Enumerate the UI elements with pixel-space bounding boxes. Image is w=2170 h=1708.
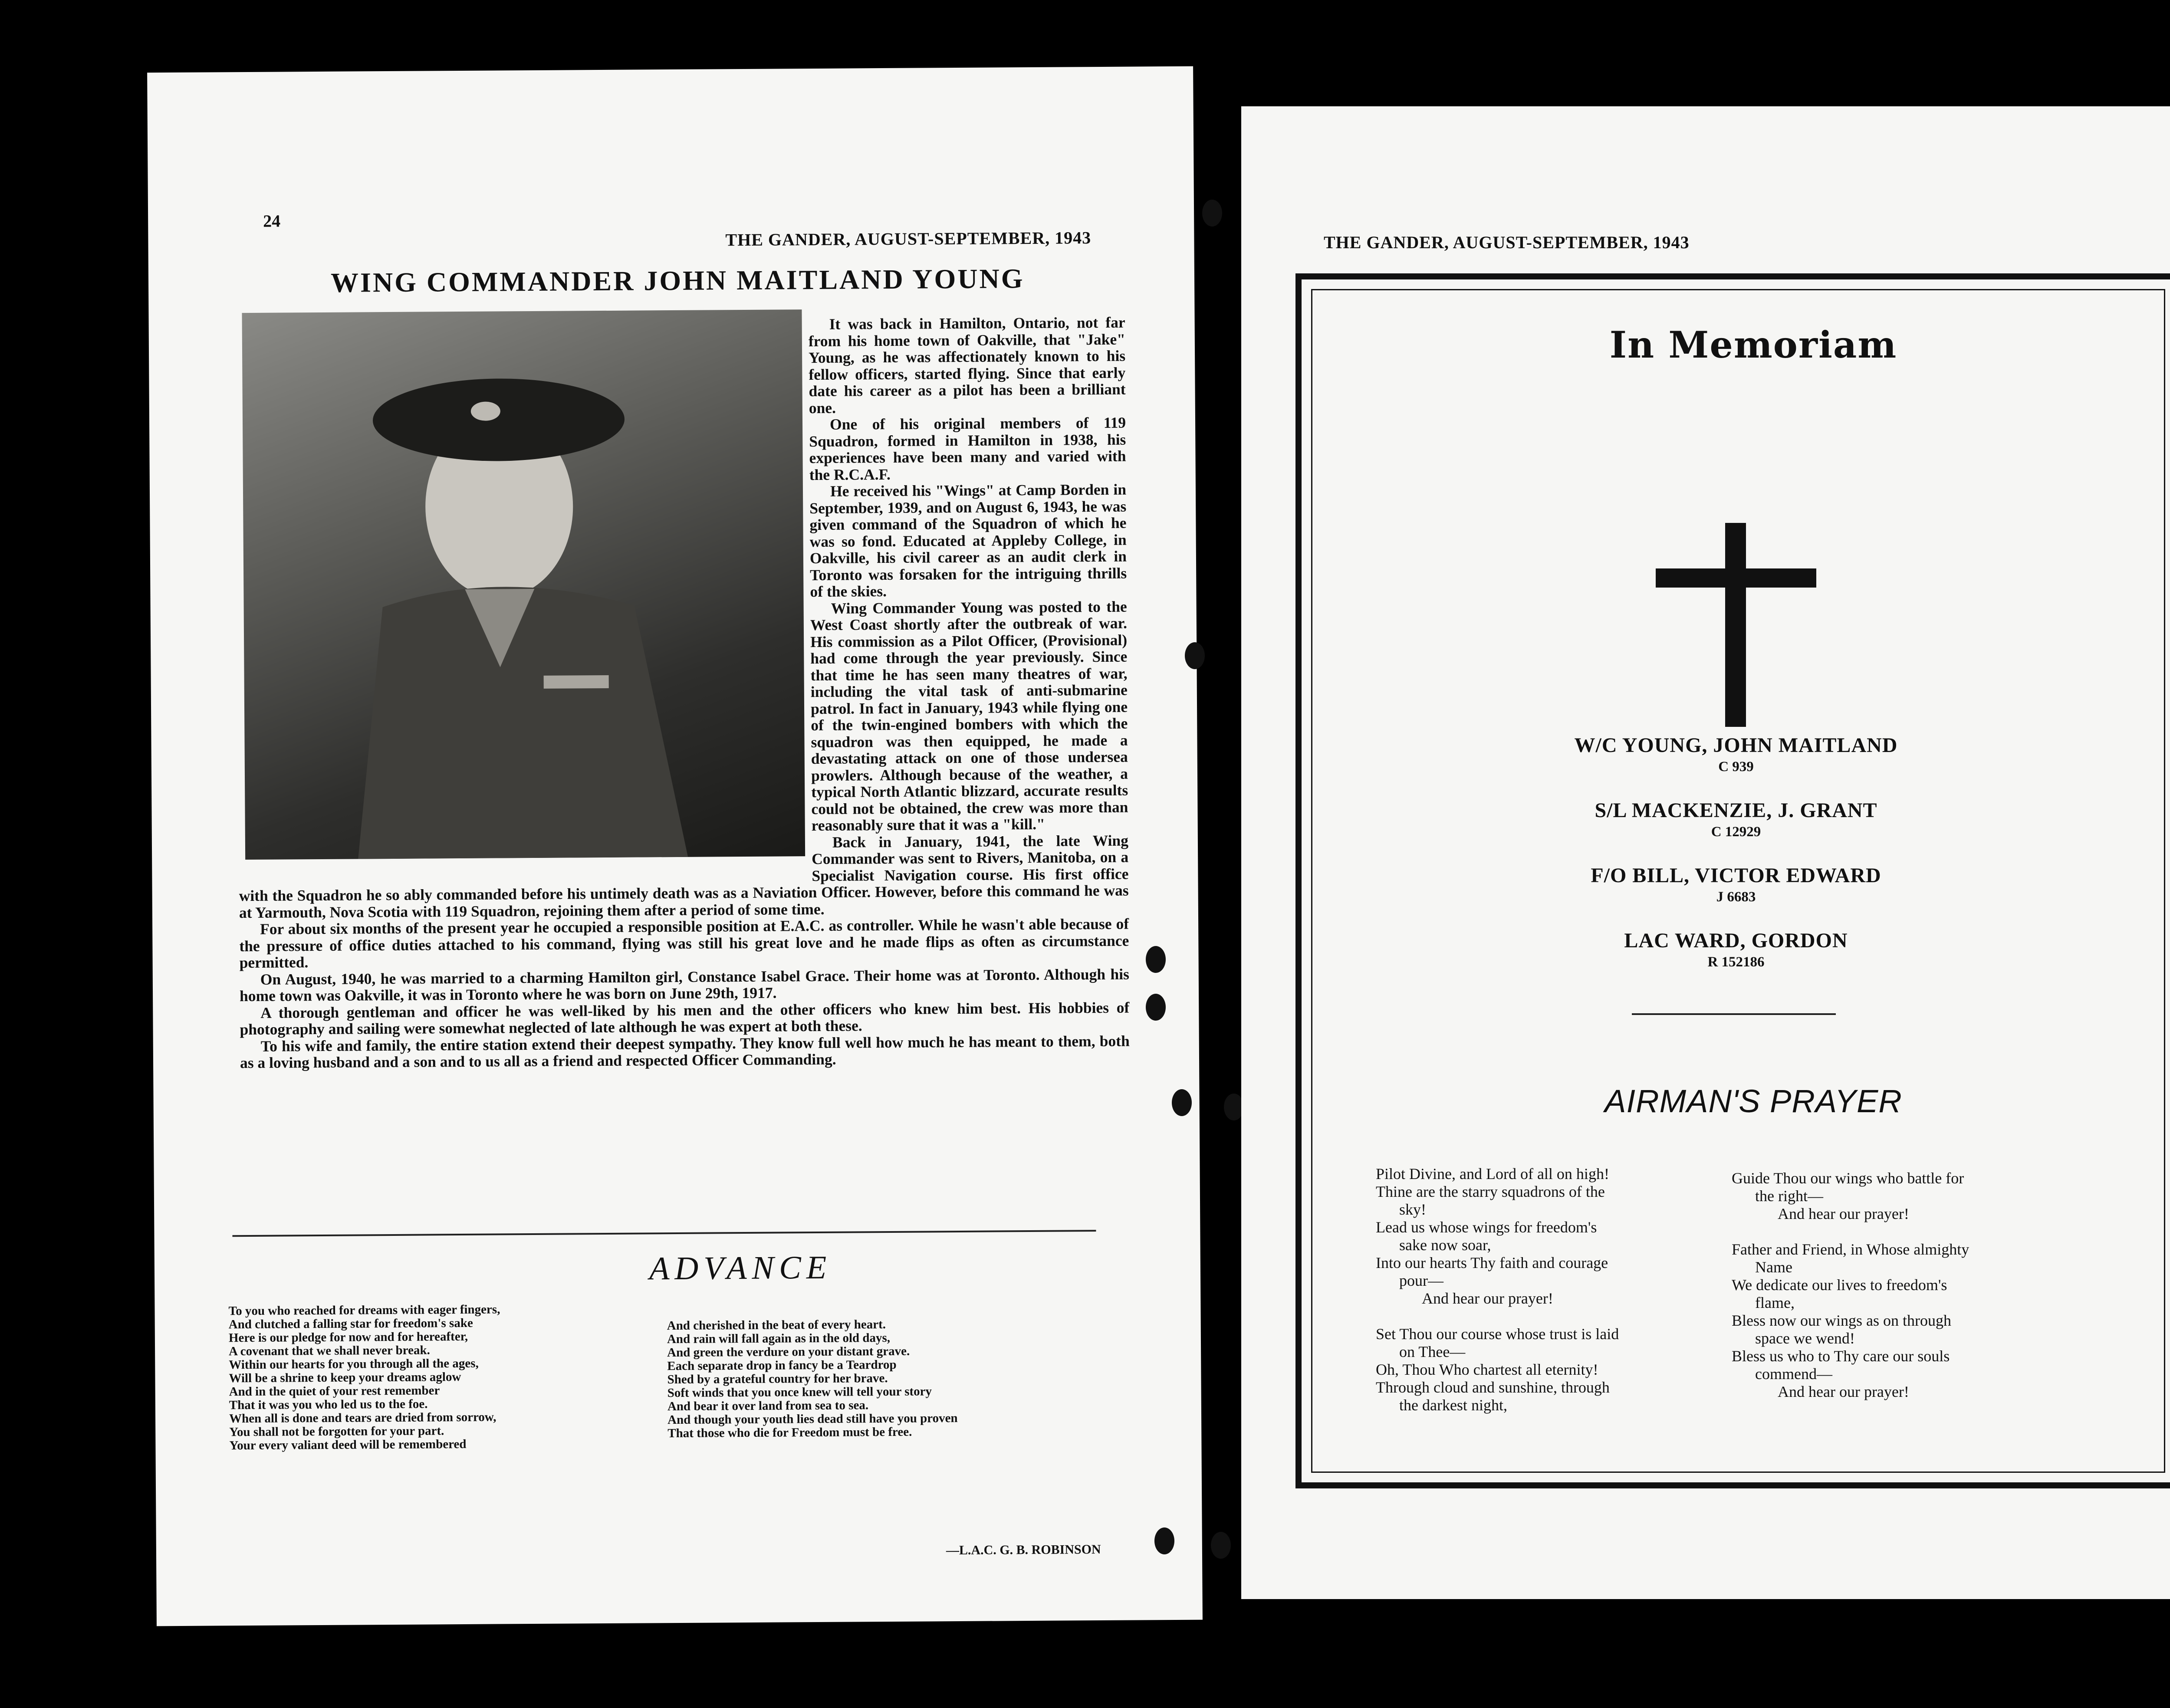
poem-line: You shall not be forgotten for your part. — [229, 1424, 444, 1439]
punch-hole — [1211, 1532, 1231, 1559]
poem-column-right — [667, 1317, 958, 1440]
punch-hole — [1185, 642, 1205, 669]
running-head: THE GANDER, AUGUST-SEPTEMBER, 1943 — [725, 228, 1092, 250]
prayer-line: sky! — [1376, 1201, 1426, 1218]
prayer-line: Thine are the starry squadrons of the — [1376, 1183, 1605, 1200]
poem-line: When all is done and tears are dried from sorrow, — [229, 1410, 496, 1426]
running-head: THE GANDER, AUGUST-SEPTEMBER, 1943 — [1324, 233, 1690, 252]
prayer-line: Lead us whose wings for freedom's — [1376, 1219, 1597, 1236]
article-paragraph: It was back in Hamilton, Ontario, not far from his home town of Oakville, that "Jake" Young, as he was affectionately known to his fellow officers, started flying. Since that early date his career as a pilot has been a brilliant one. — [808, 313, 1126, 417]
memoriam-heading: In Memoriam — [1609, 323, 1897, 366]
punch-hole — [1146, 946, 1166, 973]
prayer-line: the right— — [1732, 1187, 1823, 1205]
poem-line: And cherished in the beat of every heart. — [667, 1317, 886, 1333]
right-page — [1241, 106, 2170, 1599]
poem-line: Will be a shrine to keep your dreams aglow — [229, 1370, 461, 1386]
poem-author: —L.A.C. G. B. ROBINSON — [946, 1542, 1101, 1558]
article-body — [236, 314, 1130, 1071]
poem-title: ADVANCE — [649, 1249, 832, 1287]
poem-column-left — [228, 1303, 501, 1452]
service-number: C 939 — [1718, 759, 1754, 775]
punch-hole — [1172, 1089, 1192, 1116]
article-title: WING COMMANDER JOHN MAITLAND YOUNG — [330, 263, 1025, 298]
casualty-entry — [1328, 798, 2144, 840]
prayer-line: And hear our prayer! — [1376, 1290, 1553, 1307]
prayer-column-right — [1732, 1169, 1969, 1401]
punch-hole — [1146, 994, 1166, 1021]
article-paragraph: A thorough gentleman and officer he was well-liked by his men and the other officers who knew him best. His hobbies of photography and sailing were somewhat neglected of late although he was expert at both these. — [240, 999, 1130, 1038]
service-number: J 6683 — [1716, 889, 1756, 905]
article-paragraph: For about six months of the present year he occupied a responsible position at E.A.C. as controller. While he wasn't able because of the pressure of office duties attached to his command, flying was still his great love and he made flips as often as circumstance permitted. — [239, 915, 1129, 972]
prayer-line: Through cloud and sunshine, through — [1376, 1379, 1610, 1396]
prayer-line: We dedicate our lives to freedom's — [1732, 1276, 1947, 1294]
prayer-title: AIRMAN'S PRAYER — [1604, 1083, 1902, 1119]
prayer-line: And hear our prayer! — [1732, 1205, 1909, 1222]
prayer-line: sake now soar, — [1376, 1236, 1491, 1254]
cross-icon — [1656, 523, 1816, 727]
punch-hole — [1202, 200, 1222, 227]
prayer-line: Name — [1732, 1258, 1792, 1276]
poem-line: And bear it over land from sea to sea. — [667, 1398, 869, 1414]
poem-line: Within our hearts for you through all the ages, — [229, 1356, 479, 1372]
article-paragraph: To his wife and family, the entire station extend their deepest sympathy. They know full well how much he has meant to them, both as a loving husband and a son and to us all as a friend and respected Officer Commanding. — [240, 1032, 1130, 1072]
article-paragraph: One of his original members of 119 Squadron, formed in Hamilton in 1938, his experiences have been many and varied with the R.C.A.F. — [809, 414, 1126, 483]
poem-line: And green the verdure on your distant grave. — [667, 1344, 910, 1360]
prayer-line: the darkest night, — [1376, 1396, 1507, 1414]
memorial-divider — [1632, 1013, 1836, 1015]
casualty-name: F/O BILL, VICTOR EDWARD — [1591, 864, 1881, 887]
poem-line: To you who reached for dreams with eager fingers, — [228, 1302, 500, 1318]
prayer-line: Oh, Thou Who chartest all eternity! — [1376, 1361, 1598, 1378]
prayer-line: Father and Friend, in Whose almighty — [1732, 1241, 1969, 1258]
article-paragraph: Wing Commander Young was posted to the West Coast shortly after the outbreak of war. His commission as a Pilot Officer, (Provisional) had come through the year previously. Since that time he has seen many theatres of war, including the vital task of anti-submarine patrol. In fact in January, 1943 while flying one of the twin-engined bombers with which the squadron was then equipped, he made a devastating attack on one of those undersea prowlers. Although because of the weather, a typical North Atlantic blizzard, accurate results could not be obtained, the crew was more than reasonably sure that it was a "kill." — [810, 598, 1128, 834]
prayer-line: Pilot Divine, and Lord of all on high! — [1376, 1165, 1609, 1182]
page-number: 24 — [263, 211, 281, 231]
prayer-line: Bless now our wings as on through — [1732, 1312, 1951, 1329]
poem-line: And clutched a falling star for freedom's sake — [228, 1316, 473, 1332]
service-number: C 12929 — [1711, 824, 1761, 840]
prayer-line: space we wend! — [1732, 1330, 1855, 1347]
poem-line: And rain will fall again as in the old days, — [667, 1330, 891, 1347]
prayer-line: pour— — [1376, 1272, 1443, 1289]
prayer-line — [1732, 1223, 1969, 1241]
prayer-line: And hear our prayer! — [1732, 1383, 1909, 1400]
prayer-line: Bless us who to Thy care our souls — [1732, 1347, 1950, 1365]
poem-line: And in the quiet of your rest remember — [229, 1383, 440, 1399]
prayer-line: Into our hearts Thy faith and courage — [1376, 1254, 1608, 1271]
poem-line: That those who die for Freedom must be free. — [667, 1425, 912, 1441]
casualty-name: S/L MACKENZIE, J. GRANT — [1595, 799, 1877, 822]
section-divider — [232, 1230, 1096, 1237]
poem-line: Here is our pledge for now and for hereafter, — [228, 1329, 468, 1345]
poem-line: Soft winds that you once knew will tell your story — [667, 1384, 932, 1400]
casualty-entry — [1328, 864, 2144, 905]
article-paragraph: He received his "Wings" at Camp Borden in September, 1939, and on August 6, 1943, he was given command of the Squadron of which he was so fond. Educated at Appleby College, in Oakville, his civil career as an audit clerk in Toronto was forsaken for the intriguing thrills of the skies. — [809, 480, 1127, 601]
poem-line: And though your youth lies dead still have you proven — [667, 1411, 958, 1427]
article-paragraph: On August, 1940, he was married to a charming Hamilton girl, Constance Isabel Grace. Their home was at Toronto. Although his home town was Oakville, it was in Toronto where he was born on June 29th, 1917. — [239, 965, 1129, 1005]
poem-line: Each separate drop in fancy be a Teardrop — [667, 1357, 897, 1373]
poem-line: That it was you who led us to the foe. — [229, 1397, 428, 1412]
service-number: R 152186 — [1707, 954, 1765, 970]
poem-line: Shed by a grateful country for her brave. — [667, 1371, 888, 1387]
casualty-entry — [1328, 733, 2144, 775]
article-paragraph: Back in January, 1941, the late Wing Commander was sent to Rivers, Manitoba, on a Specialist Navigation course. His first office with the Squadron he so ably commanded before his untimely death was as a Naviation Officer. However, before this command he was at Yarmouth, Nova Scotia with 119 Squadron, rejoining them after a period of some time. — [239, 831, 1129, 921]
left-page — [147, 66, 1203, 1626]
casualty-name: LAC WARD, GORDON — [1624, 929, 1848, 952]
prayer-line: Set Thou our course whose trust is laid — [1376, 1325, 1619, 1343]
prayer-line: flame, — [1732, 1294, 1795, 1311]
prayer-line: on Thee— — [1376, 1343, 1466, 1360]
casualty-entry — [1328, 929, 2144, 970]
prayer-line: commend— — [1732, 1365, 1832, 1383]
prayer-line — [1376, 1307, 1619, 1325]
casualty-name: W/C YOUNG, JOHN MAITLAND — [1574, 734, 1898, 757]
poem-line: A covenant that we shall never break. — [228, 1343, 430, 1359]
prayer-line: Guide Thou our wings who battle for — [1732, 1169, 1964, 1187]
punch-hole — [1154, 1527, 1174, 1554]
poem-line: Your every valiant deed will be remembered — [229, 1437, 467, 1453]
prayer-column-left — [1376, 1165, 1619, 1414]
